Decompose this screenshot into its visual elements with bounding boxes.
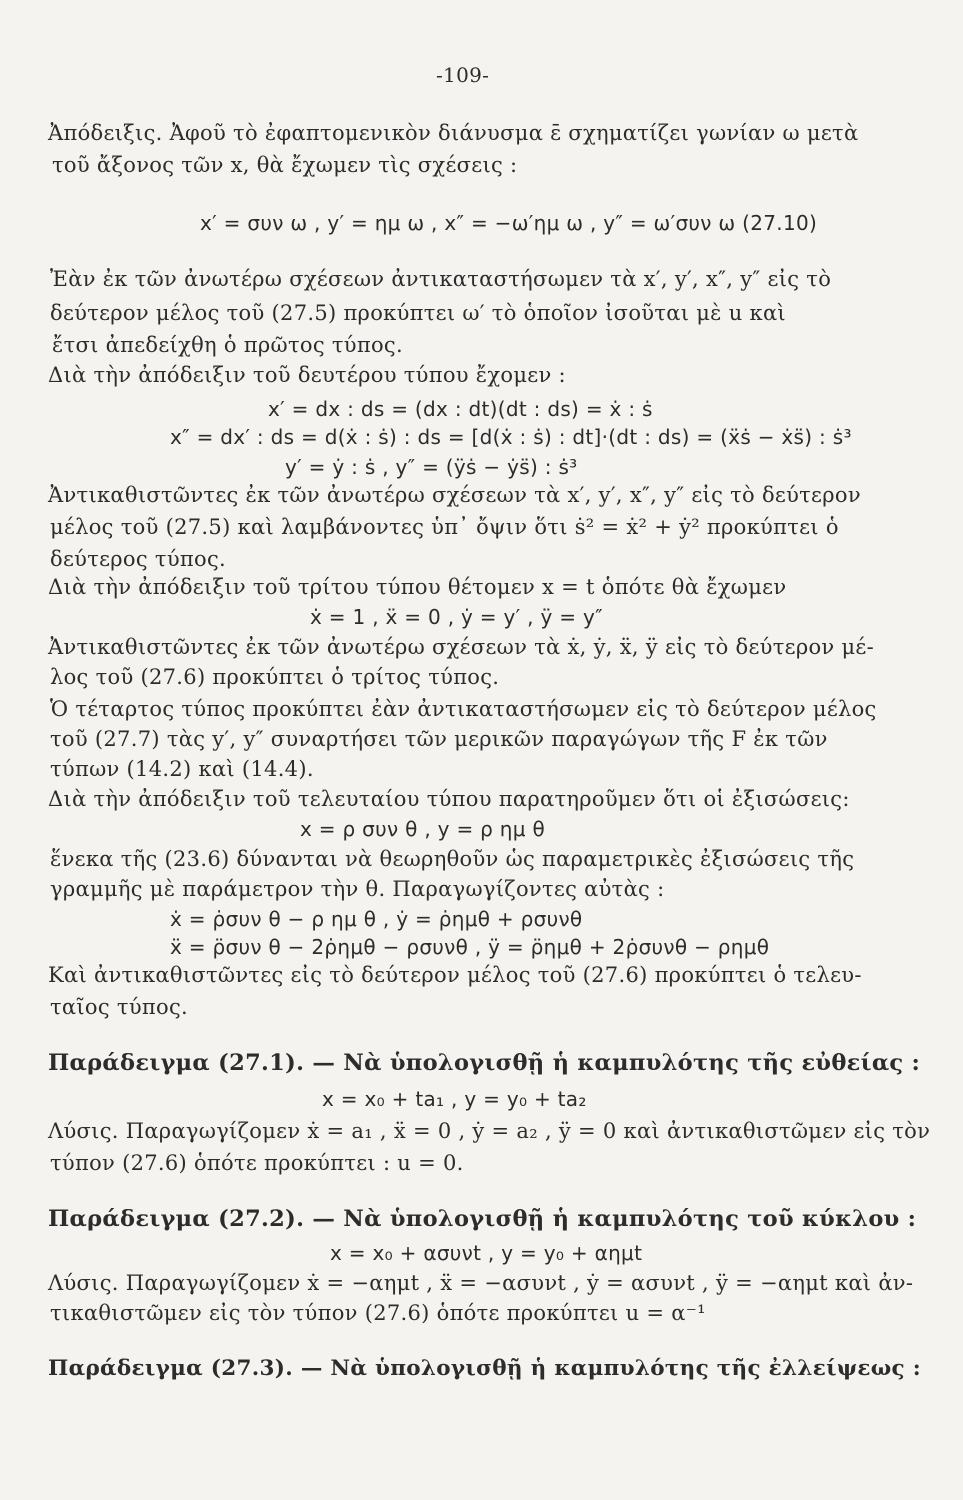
page-number: -109- [436, 63, 490, 87]
example-heading: Παράδειγμα (27.3). — Νὰ ὑπολογισθῇ ἡ καμπυλότης τῆς ἐλλείψεως : [48, 1356, 921, 1381]
text-line: γραμμῆς μὲ παράμετρον τὴν θ. Παραγωγίζοντες αὐτὰς : [50, 877, 665, 901]
text-line: δεύτερος τύπος. [50, 547, 226, 571]
example-heading: Παράδειγμα (27.2). — Νὰ ὑπολογισθῇ ἡ καμπυλότης τοῦ κύκλου : [48, 1206, 917, 1232]
text-line: Διὰ τὴν ἀπόδειξιν τοῦ δευτέρου τύπου ἔχομεν : [48, 363, 566, 387]
text-line: μέλος τοῦ (27.5) καὶ λαμβάνοντες ὑπ᾽ ὄψιν ὅτι ṡ² = ẋ² + ẏ² προκύπτει ὁ [50, 515, 839, 539]
text-line: λος τοῦ (27.6) προκύπτει ὁ τρίτος τύπος. [50, 665, 500, 689]
equation-line: ẋ = 1 , ẍ = 0 , ẏ = y′ , ÿ = y″ [310, 605, 603, 629]
text-line: τοῦ (27.7) τὰς y′, y″ συναρτήσει τῶν μερικῶν παραγώγων τῆς F ἐκ τῶν [50, 727, 828, 751]
text-line: τύπον (27.6) ὁπότε προκύπτει : u = 0. [50, 1151, 464, 1175]
text-line: Ὁ τέταρτος τύπος προκύπτει ἐὰν ἀντικαταστήσωμεν εἰς τὸ δεύτερον μέλος [50, 697, 877, 721]
text-line: Ἀντικαθιστῶντες ἐκ τῶν ἀνωτέρω σχέσεων τὰ x′, y′, x″, y″ εἰς τὸ δεύτερον [48, 483, 861, 507]
text-line: Διὰ τὴν ἀπόδειξιν τοῦ τρίτου τύπου θέτομεν x = t ὁπότε θὰ ἔχωμεν [48, 575, 787, 599]
text-line: τικαθιστῶμεν εἰς τὸν τύπον (27.6) ὁπότε προκύπτει u = α⁻¹ [50, 1301, 706, 1325]
equation-line: x″ = dx′ : ds = d(ẋ : ṡ) : ds = [d(ẋ : ṡ) : dt]·(dt : ds) = (ẍṡ − ẋs̈) : ṡ³ [170, 425, 852, 449]
equation-line: ẍ = ρ̈συν θ − 2ρ̇ημθ − ρσυνθ , ÿ = ρ̈ημθ + 2ρ̇συνθ − ρημθ [170, 935, 770, 959]
text-line: Ἀπόδειξις. Ἀφοῦ τὸ ἐφαπτομενικὸν διάνυσμα ε̄ σχηματίζει γωνίαν ω μετὰ [48, 121, 859, 145]
equation-line: x′ = συν ω , y′ = ημ ω , x″ = −ω′ημ ω , y″ = ω′συν ω (27.10) [200, 211, 818, 235]
equation-line: ẋ = ρ̇συν θ − ρ ημ θ , ẏ = ρ̇ημθ + ρσυνθ [170, 907, 583, 931]
text-line: τύπων (14.2) καὶ (14.4). [50, 757, 314, 781]
text-line: Λύσις. Παραγωγίζομεν ẋ = a₁ , ẍ = 0 , ẏ = a₂ , ÿ = 0 καὶ ἀντικαθιστῶμεν εἰς τὸν [48, 1119, 931, 1143]
text-line: Ἀντικαθιστῶντες ἐκ τῶν ἀνωτέρω σχέσεων τὰ ẋ, ẏ, ẍ, ÿ εἰς τὸ δεύτερον μέ- [48, 635, 874, 659]
text-line: τοῦ ἄξονος τῶν x, θὰ ἔχωμεν τὶς σχέσεις : [52, 153, 518, 177]
equation-line: x′ = dx : ds = (dx : dt)(dt : ds) = ẋ : ṡ [268, 397, 653, 421]
text-line: Λύσις. Παραγωγίζομεν ẋ = −αημt , ẍ = −ασυνt , ẏ = ασυνt , ÿ = −αημt καὶ ἀν- [48, 1271, 914, 1295]
text-line: Καὶ ἀντικαθιστῶντες εἰς τὸ δεύτερον μέλος τοῦ (27.6) προκύπτει ὁ τελευ- [48, 963, 862, 987]
equation-line: x = x₀ + ασυνt , y = y₀ + αημt [330, 1241, 643, 1265]
text-line: ἔτσι ἀπεδείχθη ὁ πρῶτος τύπος. [52, 333, 403, 357]
equation-line: x = ρ συν θ , y = ρ ημ θ [300, 817, 546, 841]
text-line: Διὰ τὴν ἀπόδειξιν τοῦ τελευταίου τύπου παρατηροῦμεν ὅτι οἱ ἐξισώσεις: [48, 787, 850, 811]
text-line: δεύτερον μέλος τοῦ (27.5) προκύπτει ω′ τὸ ὁποῖον ἰσοῦται μὲ u καὶ [50, 301, 786, 325]
equation-line: y′ = ẏ : ṡ , y″ = (ÿṡ − ẏs̈) : ṡ³ [285, 455, 578, 479]
equation-line: x = x₀ + ta₁ , y = y₀ + ta₂ [322, 1087, 587, 1111]
example-heading: Παράδειγμα (27.1). — Νὰ ὑπολογισθῇ ἡ καμπυλότης τῆς εὐθείας : [48, 1050, 921, 1076]
text-line: ἕνεκα τῆς (23.6) δύνανται νὰ θεωρηθοῦν ὡς παραμετρικὲς ἐξισώσεις τῆς [50, 847, 855, 871]
text-line: Ἐὰν ἐκ τῶν ἀνωτέρω σχέσεων ἀντικαταστήσωμεν τὰ x′, y′, x″, y″ εἰς τὸ [50, 267, 832, 291]
text-line: ταῖος τύπος. [50, 995, 188, 1019]
